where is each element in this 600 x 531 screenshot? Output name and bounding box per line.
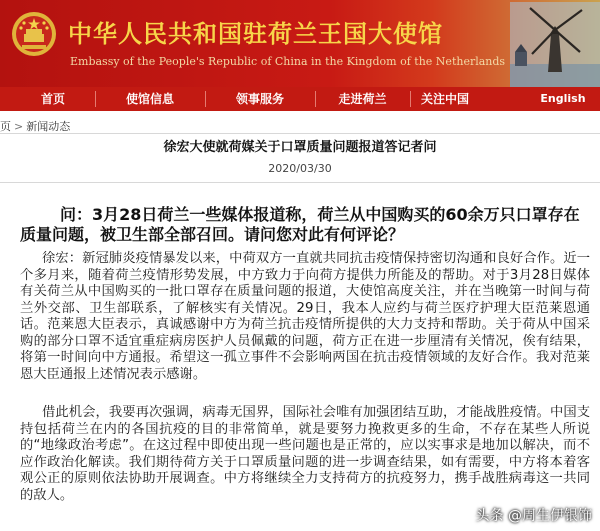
site-banner bbox=[0, 0, 600, 87]
site-title: 中华人民共和国驻荷兰王国大使馆 bbox=[68, 19, 443, 48]
nav-item-netherlands[interactable]: 走进荷兰 bbox=[338, 92, 387, 106]
national-emblem-icon bbox=[10, 10, 58, 58]
article-question: 问：3月28日荷兰一些媒体报道称，荷兰从中国购买的60余万只口罩存在质量问题，被卫生部全部召回。请问您对此有何评论？ bbox=[20, 205, 580, 244]
windmill-icon bbox=[510, 2, 600, 87]
watermark: 头条 @周生伊银饰 bbox=[475, 508, 592, 524]
breadcrumb bbox=[0, 118, 70, 134]
breadcrumb-home-link[interactable]: 页 bbox=[0, 120, 11, 133]
article-paragraph: 借此机会，我要再次强调，病毒无国界，国际社会唯有加强团结互助，才能战胜疫情。中国支持包括荷兰在内的各国抗疫的目的非常简单，就是要努力挽救更多的生命，不存在某些人所说的“地缘政治考虑”。在这过程中即使出现一些问题也是正常的，应以实事求是地加以解决，而不应作政治化解读。我们期待荷方关于口罩质量问题的进一步调查结果，如有需要，中方将本着客观公正的原则依法协助开展调查。中方将继续全力支持荷方的抗疫努力，携手战胜病毒这一共同的敌人。 bbox=[20, 405, 590, 503]
breadcrumb-separator: > bbox=[14, 120, 24, 133]
divider bbox=[0, 182, 600, 183]
site-subtitle: Embassy of the People's Republic of China in the Kingdom of the Netherlands bbox=[70, 55, 506, 68]
article-date: 2020/03/30 bbox=[268, 162, 332, 175]
nav-item-china[interactable]: 关注中国 bbox=[420, 92, 469, 106]
nav-item-embassy-info[interactable]: 使馆信息 bbox=[125, 92, 174, 106]
nav-divider bbox=[410, 91, 411, 107]
divider bbox=[0, 133, 600, 134]
nav-divider bbox=[95, 91, 96, 107]
nav-item-home[interactable]: 首页 bbox=[40, 92, 65, 106]
article-paragraph: 徐宏：新冠肺炎疫情暴发以来，中荷双方一直就共同抗击疫情保持密切沟通和良好合作。近一个多月来，随着荷兰疫情形势发展，中方致力于向荷方提供力所能及的帮助。对于3月28日媒体有关荷兰从中国购买的一批口罩存在质量问题的报道，大使馆高度关注，并在当晚第一时间与荷兰外交部、卫生部联系，了解核实有关情况。29日，我本人应约与荷兰医疗护理大臣范莱恩通话。范莱恩大臣表示，真诚感谢中方为荷兰抗击疫情所提供的大力支持和帮助。关于荷从中国采购的部分口罩不适宜重症病房医护人员佩戴的问题，荷方正在进一步厘清有关情况，俟有结果，将第一时间向中方通报。希望这一孤立事件不会影响两国在抗击疫情领域的友好合作。我对范莱恩大臣通报上述情况表示感谢。 bbox=[20, 251, 590, 382]
nav-item-consular[interactable]: 领事服务 bbox=[235, 92, 284, 106]
main-nav bbox=[0, 87, 600, 111]
nav-item-english[interactable]: English bbox=[540, 92, 586, 105]
breadcrumb-section-link[interactable]: 新闻动态 bbox=[26, 120, 71, 133]
nav-divider bbox=[315, 91, 316, 107]
nav-divider bbox=[205, 91, 206, 107]
article-title: 徐宏大使就荷媒关于口罩质量问题报道答记者问 bbox=[163, 140, 437, 155]
